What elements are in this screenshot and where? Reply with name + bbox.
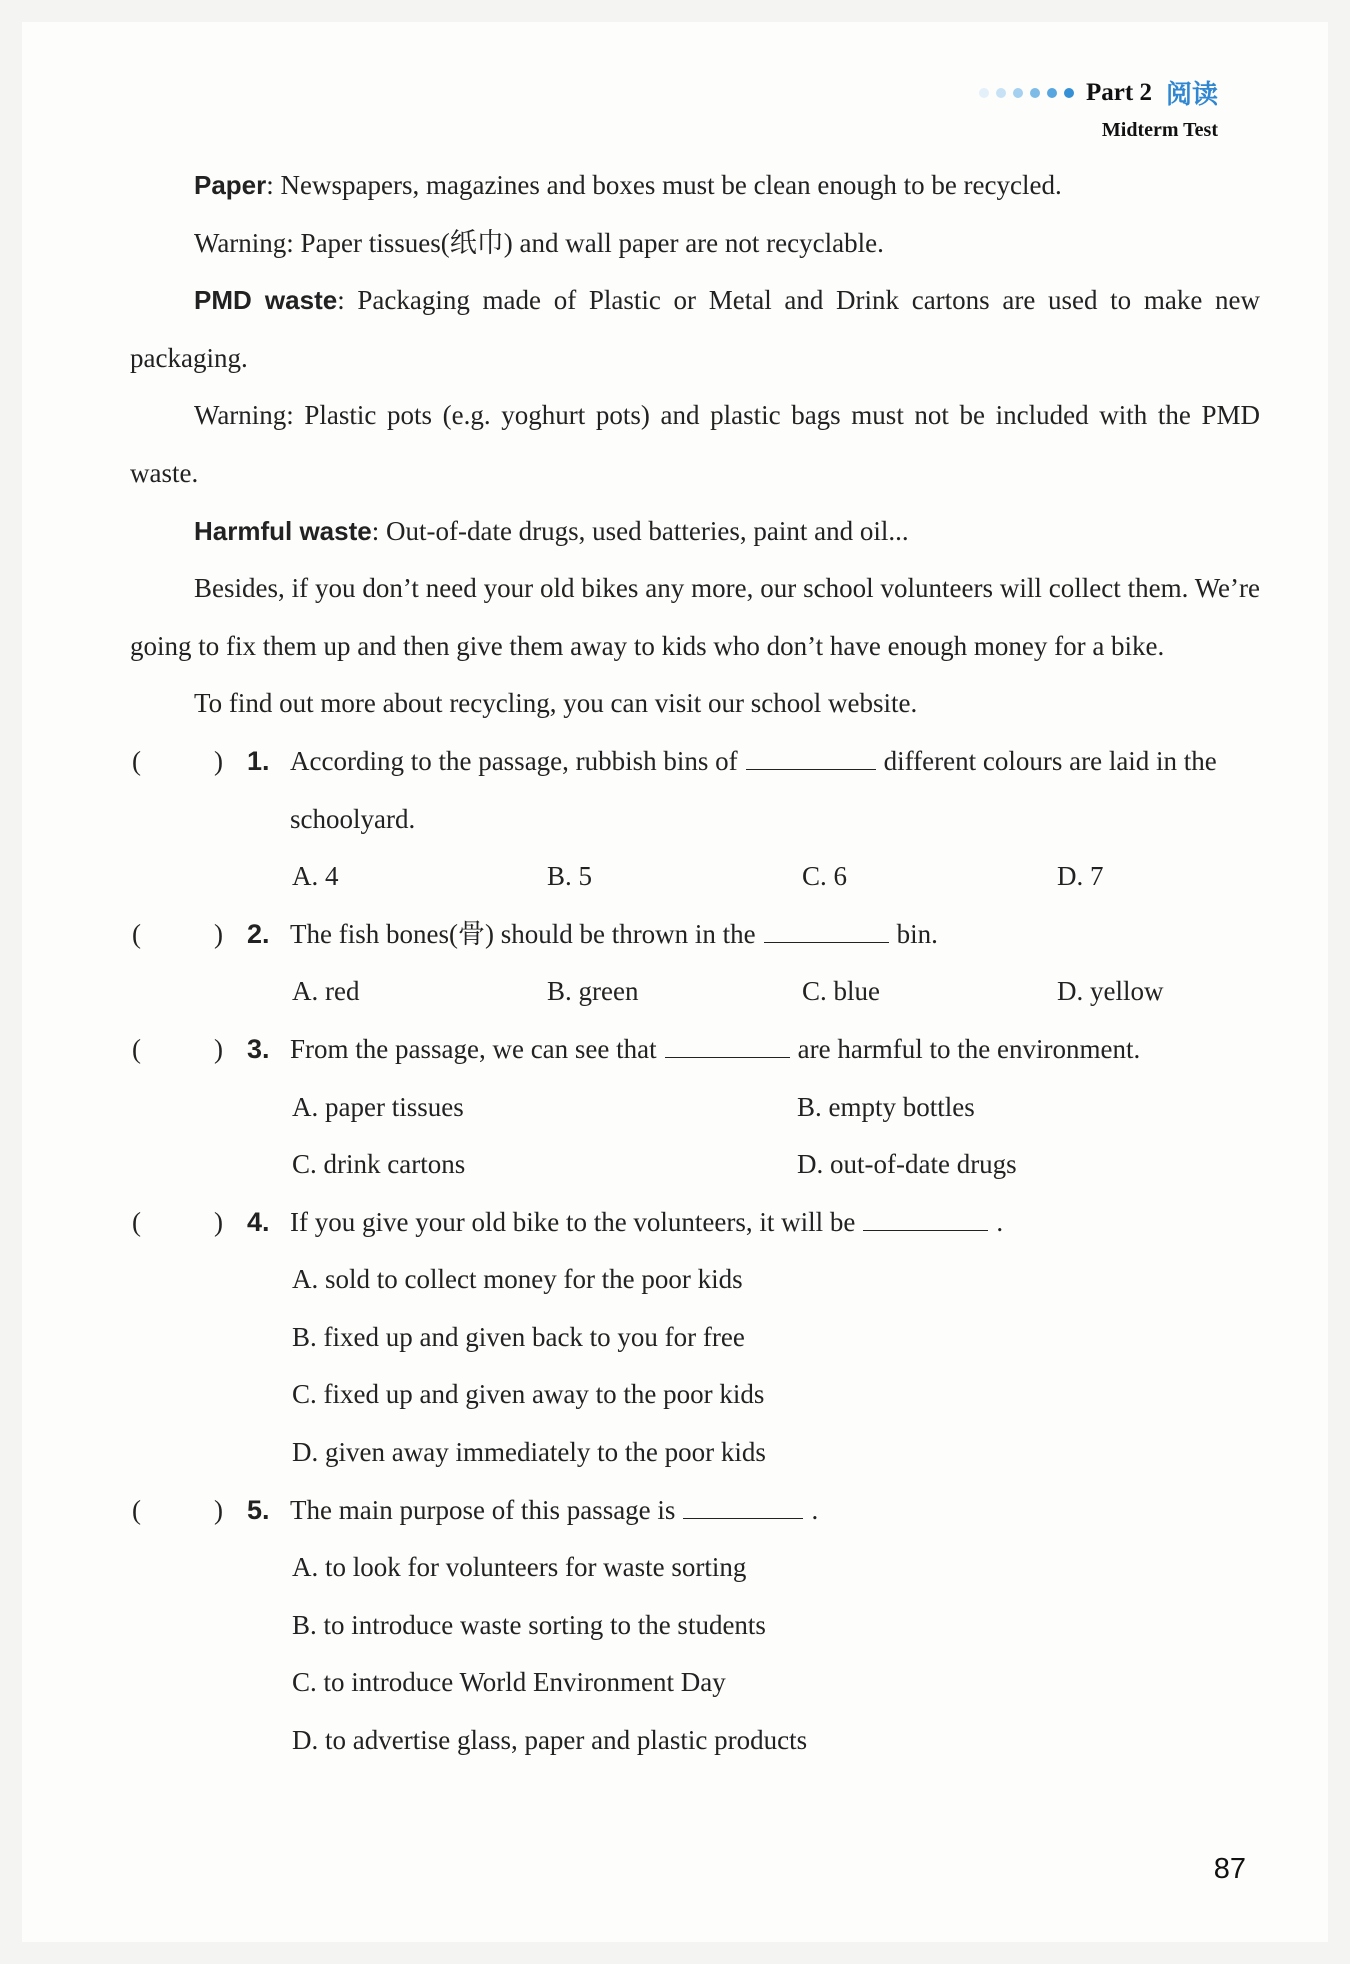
question-number: 3. bbox=[247, 1033, 270, 1064]
option-c: C. drink cartons bbox=[292, 1149, 466, 1180]
question-number: 5. bbox=[247, 1494, 270, 1525]
paper-text: : Newspapers, magazines and boxes must be clean enough to be recycled. bbox=[266, 170, 1062, 200]
paper-paragraph bbox=[130, 157, 1260, 215]
passage-content bbox=[130, 157, 1260, 1770]
option-c: C. blue bbox=[802, 976, 880, 1007]
question-stem-after: . bbox=[811, 1494, 819, 1525]
answer-paren-open: ( bbox=[132, 745, 141, 776]
answer-blank[interactable] bbox=[746, 747, 876, 770]
options-5 bbox=[130, 1539, 1260, 1769]
question-stem-after: . bbox=[996, 1206, 1004, 1237]
besides-paragraph: Besides, if you don’t need your old bikes any more, our school volunteers will collect them. We’re going to fix them up and then give them away to kids who don’t have enough money for a bike. bbox=[130, 573, 1260, 661]
question-stem-after: bin. bbox=[896, 918, 938, 949]
question-stem-before: If you give your old bike to the volunteers, it will be bbox=[290, 1206, 856, 1237]
section-subtitle: Midterm Test bbox=[1101, 119, 1218, 141]
options-4 bbox=[130, 1251, 1260, 1481]
option-c: C. 6 bbox=[802, 861, 848, 892]
harmful-paragraph bbox=[130, 503, 1260, 561]
option-b: B. empty bottles bbox=[797, 1091, 975, 1122]
answer-blank[interactable] bbox=[764, 920, 889, 943]
option-b: B. 5 bbox=[547, 861, 593, 892]
question-number: 1. bbox=[247, 745, 270, 776]
find-out-paragraph: To find out more about recycling, you can visit our school website. bbox=[194, 688, 918, 719]
option-a: A. red bbox=[292, 976, 360, 1007]
answer-paren-close: ) bbox=[214, 1206, 223, 1237]
question-stem-before: From the passage, we can see that bbox=[290, 1033, 657, 1064]
answer-blank[interactable] bbox=[683, 1496, 803, 1519]
answer-paren-close: ) bbox=[214, 1494, 223, 1525]
question-stem-before: According to the passage, rubbish bins of bbox=[290, 745, 738, 776]
answer-blank[interactable] bbox=[863, 1208, 988, 1231]
answer-paren-open: ( bbox=[132, 1206, 141, 1237]
option-a: A. to look for volunteers for waste sorting bbox=[292, 1552, 747, 1583]
options-3 bbox=[130, 1079, 1260, 1194]
option-c: C. fixed up and given away to the poor kids bbox=[292, 1379, 765, 1410]
question-number: 4. bbox=[247, 1206, 270, 1237]
question-5 bbox=[130, 1482, 1260, 1540]
option-a: A. paper tissues bbox=[292, 1091, 464, 1122]
question-number: 2. bbox=[247, 918, 270, 949]
pmd-paragraph bbox=[130, 272, 1260, 387]
pmd-label: PMD waste bbox=[194, 285, 338, 316]
part-cn-label: 阅读 bbox=[1165, 80, 1218, 110]
option-b: B. to introduce waste sorting to the students bbox=[292, 1609, 766, 1640]
answer-blank[interactable] bbox=[665, 1035, 790, 1058]
answer-paren-open: ( bbox=[132, 1033, 141, 1064]
page-number: 87 bbox=[1213, 1853, 1246, 1885]
question-stem-before: The main purpose of this passage is bbox=[290, 1494, 676, 1525]
option-b: B. green bbox=[547, 976, 639, 1007]
question-stem-after: different colours are laid in the schoolyard. bbox=[290, 745, 1217, 834]
answer-paren-close: ) bbox=[214, 918, 223, 949]
answer-paren-open: ( bbox=[132, 918, 141, 949]
options-1 bbox=[130, 848, 1260, 906]
harmful-text: : Out-of-date drugs, used batteries, paint and oil... bbox=[371, 515, 909, 546]
option-d: D. yellow bbox=[1057, 976, 1164, 1007]
question-1 bbox=[130, 733, 1260, 848]
dots-decoration bbox=[979, 88, 1074, 98]
harmful-label: Harmful waste bbox=[194, 515, 372, 546]
paper-label: Paper bbox=[194, 170, 267, 200]
answer-paren-close: ) bbox=[214, 745, 223, 776]
option-a: A. 4 bbox=[292, 861, 339, 892]
option-d: D. given away immediately to the poor kids bbox=[292, 1437, 766, 1468]
paper-warning: Warning: Paper tissues(纸巾) and wall paper are not recyclable. bbox=[194, 227, 884, 258]
option-d: D. to advertise glass, paper and plastic products bbox=[292, 1725, 808, 1756]
question-stem-after: are harmful to the environment. bbox=[797, 1033, 1141, 1064]
page-header bbox=[979, 74, 1218, 142]
page bbox=[22, 22, 1328, 1942]
option-a: A. sold to collect money for the poor kids bbox=[292, 1264, 743, 1295]
question-4 bbox=[130, 1194, 1260, 1252]
question-stem-before: The fish bones(骨) should be thrown in the bbox=[290, 918, 756, 949]
answer-paren-close: ) bbox=[214, 1033, 223, 1064]
part-label: Part 2 bbox=[1086, 78, 1152, 106]
question-3 bbox=[130, 1021, 1260, 1079]
pmd-text: : Packaging made of Plastic or Metal and Drink cartons are used to make new packaging. bbox=[130, 285, 1260, 373]
option-d: D. 7 bbox=[1057, 861, 1104, 892]
option-b: B. fixed up and given back to you for free bbox=[292, 1321, 745, 1352]
question-2 bbox=[130, 906, 1260, 964]
pmd-warning: Warning: Plastic pots (e.g. yoghurt pots) and plastic bags must not be included with the PMD waste. bbox=[130, 400, 1260, 488]
options-2 bbox=[130, 963, 1260, 1021]
option-d: D. out-of-date drugs bbox=[797, 1149, 1017, 1180]
option-c: C. to introduce World Environment Day bbox=[292, 1667, 726, 1698]
answer-paren-open: ( bbox=[132, 1494, 141, 1525]
